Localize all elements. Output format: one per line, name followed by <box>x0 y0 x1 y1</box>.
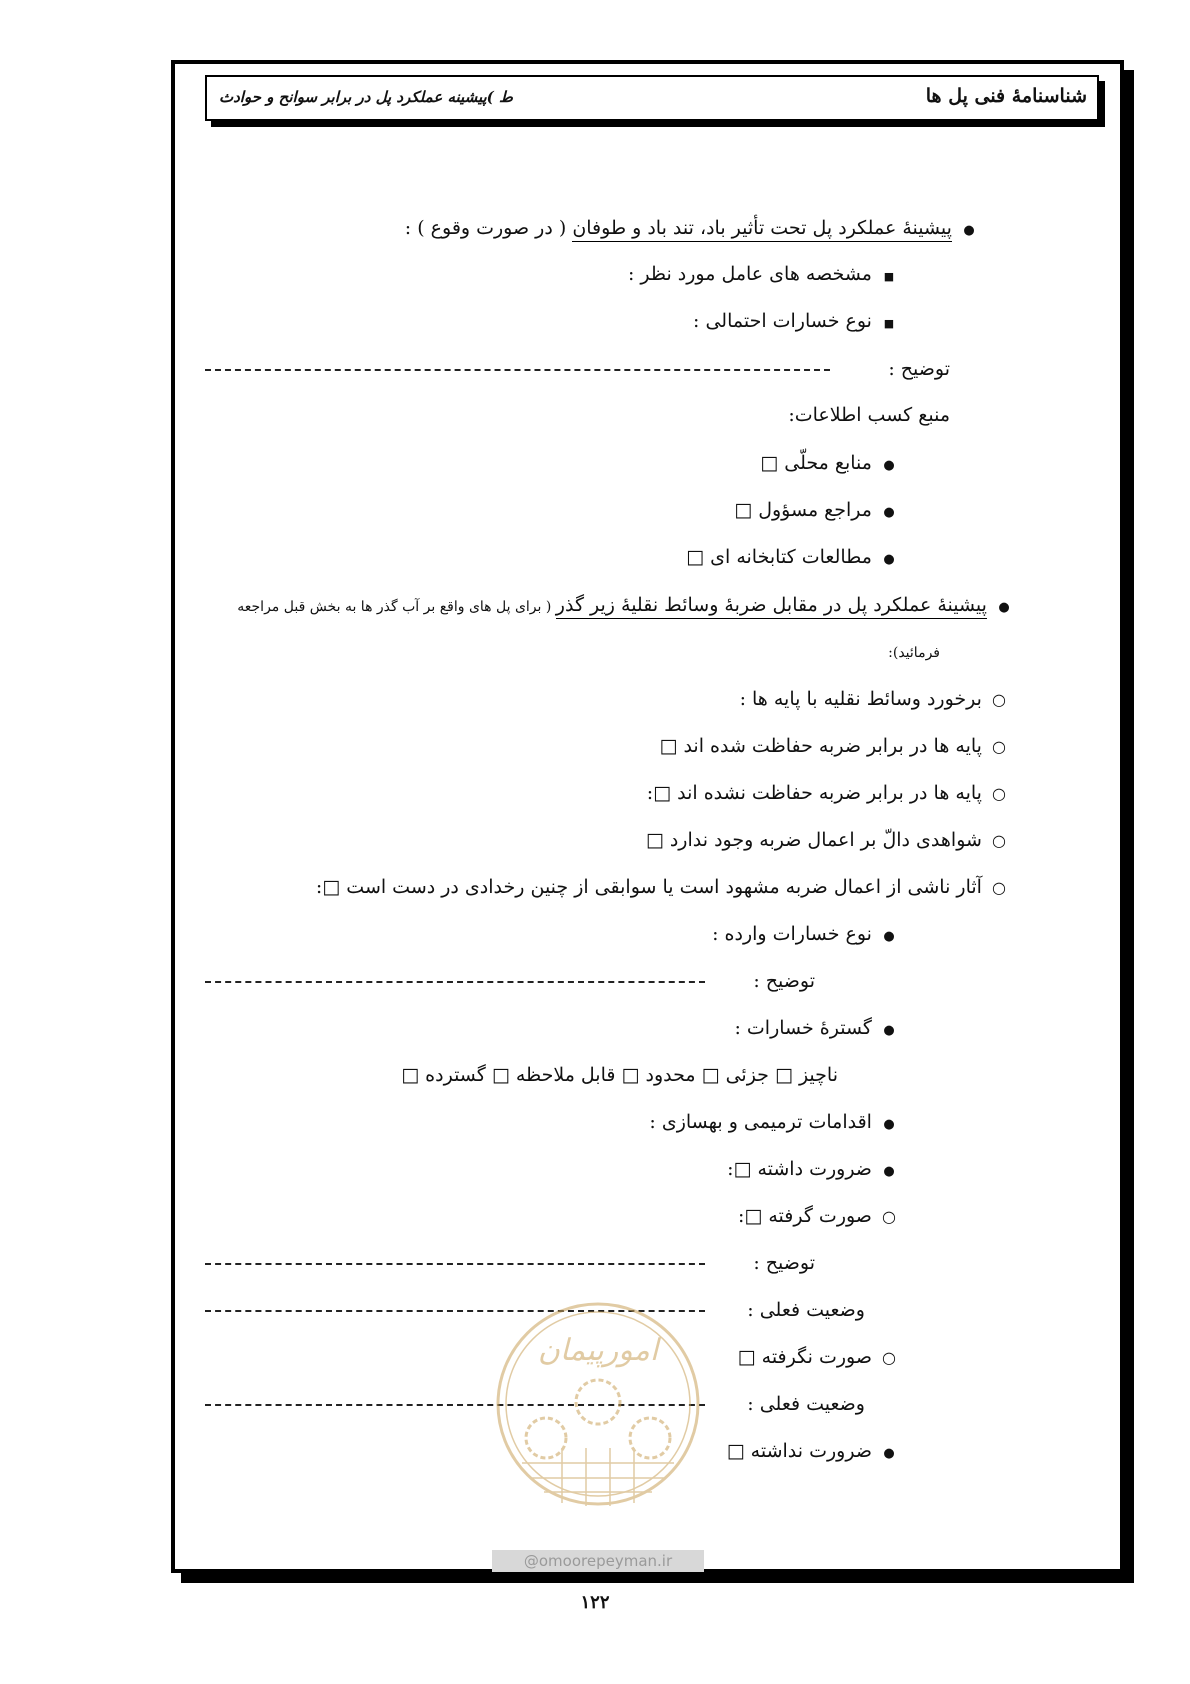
impact-item-1 <box>740 687 1010 712</box>
impact-item-text: آثار ناشی از اعمال ضربه مشهود است یا سوابقی از چنین رخدادی در دست است □: <box>315 876 982 898</box>
circle-bullet-icon <box>878 1204 900 1229</box>
extent-options: ناچیز □ جزئی □ محدود □ قابل ملاحظه □ گسترده □ <box>401 1064 838 1086</box>
repair-not-done-text: صورت نگرفته □ <box>737 1346 872 1368</box>
source-item-authority <box>734 498 900 525</box>
impact-heading-line <box>237 593 1015 620</box>
bullet-icon <box>878 1110 900 1137</box>
source-item-library <box>686 545 900 572</box>
repair-not-needed <box>727 1439 900 1466</box>
extent-label-text: گسترۀ خسارات : <box>734 1017 872 1039</box>
bullet-icon <box>878 451 900 478</box>
stamp-text: امورپیمان <box>537 1333 659 1368</box>
source-item-text: مراجع مسؤول □ <box>734 499 872 521</box>
repair-desc-field <box>205 1263 705 1265</box>
wind-item-1 <box>628 262 900 289</box>
source-item-text: منابع محلّی □ <box>760 452 872 474</box>
circle-bullet-icon <box>988 687 1010 712</box>
watermark-text: @omoorepeyman.ir <box>492 1550 704 1572</box>
page-number: ۱۲۲ <box>580 1592 610 1613</box>
wind-item-2 <box>693 309 900 336</box>
bullet-icon <box>878 922 900 949</box>
repair-done <box>738 1204 900 1229</box>
status-label-2: وضعیت فعلی : <box>747 1393 865 1415</box>
impact-item-text: پایه ها در برابر ضربه حفاظت نشده اند □: <box>646 782 982 804</box>
circle-bullet-icon <box>988 781 1010 806</box>
impact-item-4 <box>646 828 1010 853</box>
bullet-icon <box>958 216 980 243</box>
wind-desc-label: توضیح : <box>888 358 950 380</box>
impact-heading-note: ( برای پل های واقع بر آب گذر ها به بخش قبل مراجعه <box>237 599 556 615</box>
impact-item-3 <box>647 781 1010 806</box>
repair-not-done <box>738 1345 900 1370</box>
circle-bullet-icon <box>988 734 1010 759</box>
document-title: شناسنامۀ فنی پل ها <box>925 85 1087 107</box>
wind-heading-line <box>405 216 980 243</box>
source-label: منبع کسب اطلاعات: <box>788 404 950 426</box>
bullet-icon <box>878 1439 900 1466</box>
repair-needed-text: ضرورت داشته □: <box>727 1158 872 1180</box>
repair-not-needed-text: ضرورت نداشته □ <box>726 1440 872 1462</box>
impact-item-5 <box>316 875 1010 900</box>
repair-label-text: اقدامات ترمیمی و بهسازی : <box>649 1111 872 1133</box>
bullet-icon <box>878 545 900 572</box>
source-item-text: مطالعات کتابخانه ای □ <box>686 546 872 568</box>
repair-label <box>649 1110 900 1137</box>
square-bullet-icon <box>878 262 900 289</box>
source-item-local <box>760 451 900 478</box>
circle-bullet-icon <box>878 1345 900 1370</box>
circle-bullet-icon <box>988 875 1010 900</box>
extent-label <box>734 1016 900 1043</box>
wind-item-1-text: مشخصه های عامل مورد نظر : <box>627 263 872 285</box>
status-label: وضعیت فعلی : <box>747 1299 865 1321</box>
section-title: ط )پیشینه عملکرد پل در برابر سوانح و حوادث <box>219 88 513 106</box>
stamp-logo <box>492 1298 704 1510</box>
bullet-icon <box>878 1157 900 1184</box>
wind-desc-field <box>205 369 830 371</box>
impact-item-text: پایه ها در برابر ضربه حفاظت شده اند □ <box>659 735 982 757</box>
bullet-icon <box>878 498 900 525</box>
bullet-icon <box>878 1016 900 1043</box>
wind-heading-suffix: ( در صورت وقوع ) : <box>404 217 573 239</box>
impact-heading: پیشینۀ عملکرد پل در مقابل ضربۀ وسائط نقلیۀ زیر گذر <box>556 594 987 619</box>
impact-item-text: برخورد وسائط نقلیه با پایه ها : <box>739 688 982 710</box>
impact-item-2 <box>659 734 1010 759</box>
wind-heading: پیشینۀ عملکرد پل تحت تأثیر باد، تند باد و طوفان <box>572 217 952 242</box>
impact-heading-note-2: فرمائید): <box>888 645 940 661</box>
circle-bullet-icon <box>988 828 1010 853</box>
impact-desc-label: توضیح : <box>753 970 815 992</box>
repair-desc-label: توضیح : <box>753 1252 815 1274</box>
repair-needed <box>727 1157 900 1184</box>
wind-item-2-text: نوع خسارات احتمالی : <box>693 310 872 332</box>
repair-done-text: صورت گرفته □: <box>737 1205 872 1227</box>
damage-type <box>712 922 900 949</box>
square-bullet-icon <box>878 309 900 336</box>
impact-item-text: شواهدی دالّ بر اعمال ضربه وجود ندارد □ <box>645 829 982 851</box>
bullet-icon <box>993 593 1015 620</box>
impact-desc-field <box>205 981 705 983</box>
damage-type-text: نوع خسارات وارده : <box>712 923 872 945</box>
page-header <box>205 75 1099 121</box>
